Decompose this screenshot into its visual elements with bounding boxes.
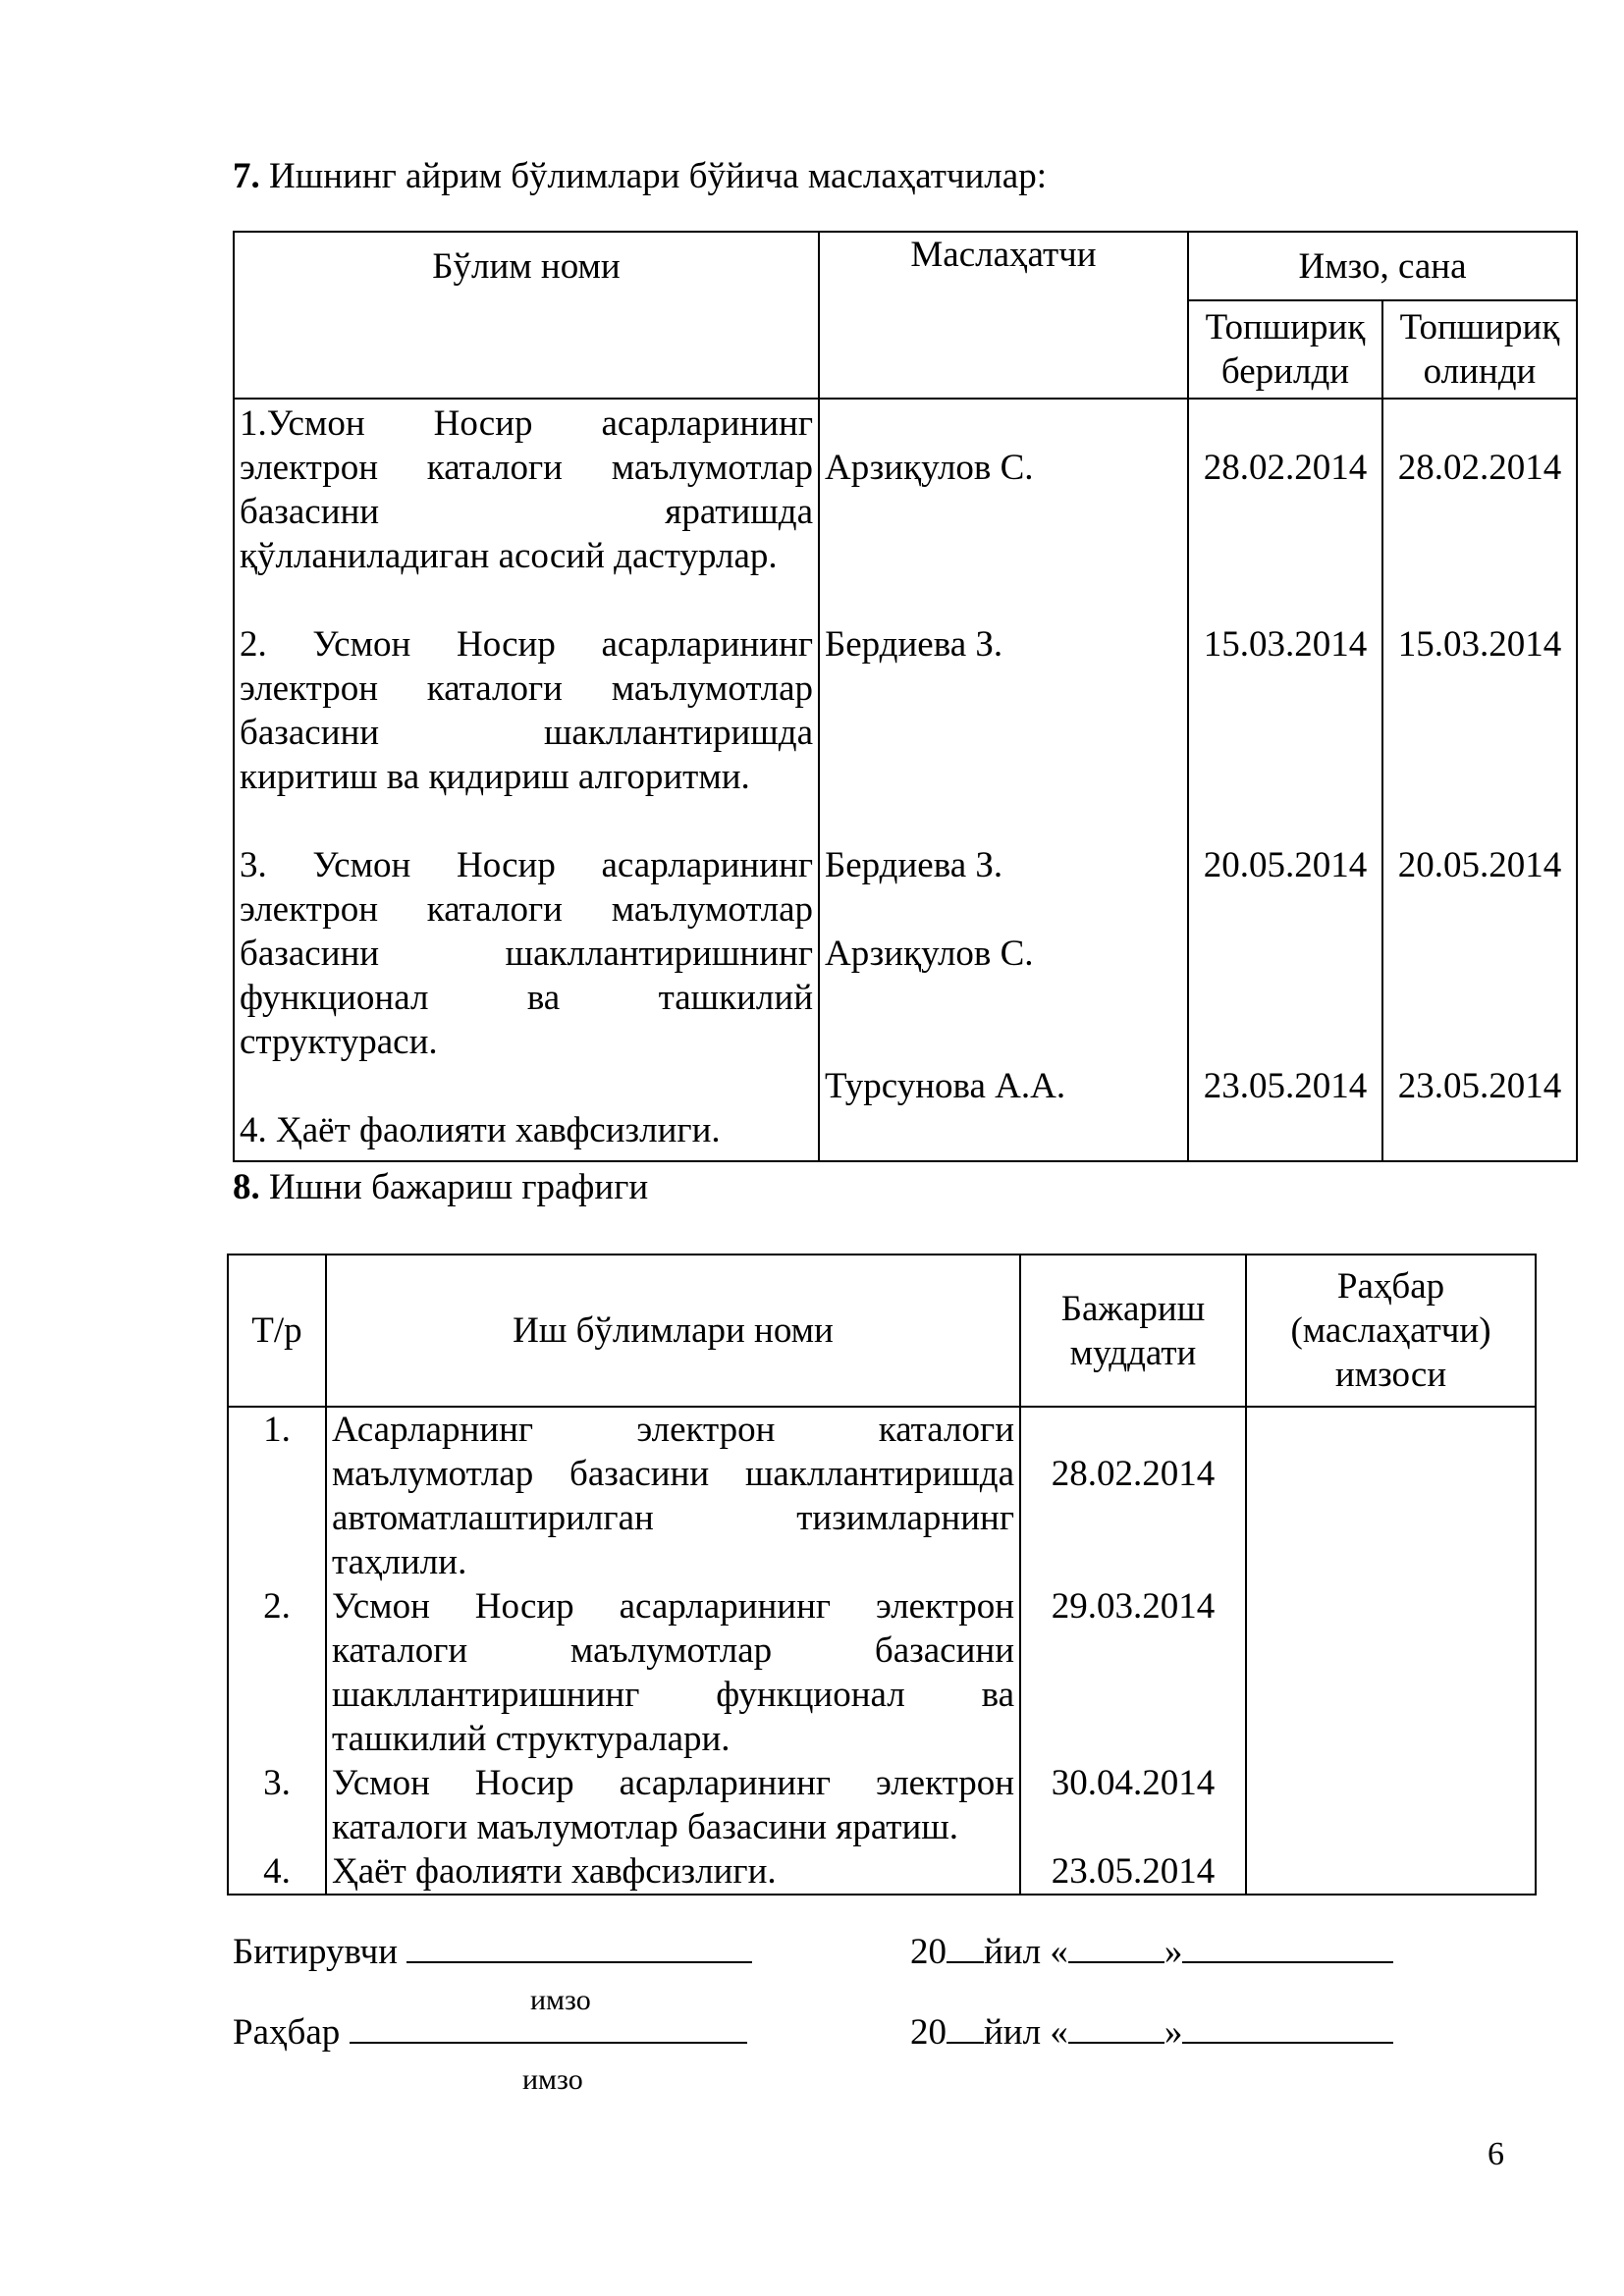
- header-supervisor-signature: Раҳбар (маслаҳатчи) имзоси: [1246, 1255, 1536, 1407]
- graduate-year-word: йил «: [984, 1932, 1068, 1972]
- schedule-num-3: 3.: [263, 1763, 291, 1803]
- schedule-row-1-line: маълумотлар базасини шакллантиришда: [332, 1454, 1014, 1494]
- schedule-num-1: 1.: [263, 1410, 291, 1450]
- graduate-signature-blank: [406, 1930, 752, 1963]
- received-date-row-2: 15.03.2014: [1397, 624, 1562, 665]
- section-row-1-line: электрон каталоги маълумотлар: [240, 448, 813, 488]
- received-dates-cell: [1382, 399, 1577, 1161]
- section-row-1-line: базасини яратишда: [240, 492, 813, 532]
- header-deadline: Бажариш муддати: [1020, 1255, 1246, 1407]
- supervisor-month-blank: [1182, 2010, 1393, 2044]
- consultant-row-1: Арзиқулов С.: [825, 448, 1034, 488]
- section-row-3-line: структураси.: [240, 1022, 438, 1062]
- schedule-num-cell: [228, 1407, 326, 1895]
- schedule-num-4: 4.: [263, 1851, 291, 1892]
- schedule-deadline-1: 28.02.2014: [1051, 1454, 1216, 1494]
- section-row-3: [240, 843, 813, 1064]
- received-date-row-3: 20.05.2014: [1397, 845, 1562, 885]
- schedule-row-2-line: Усмон Носир асарларининг электрон: [332, 1586, 1014, 1627]
- given-date-row-4: 23.05.2014: [1203, 1066, 1368, 1106]
- given-date-row-2: 15.03.2014: [1203, 624, 1368, 665]
- schedule-row-2-line: каталоги маълумотлар базасини: [332, 1630, 1014, 1671]
- section-8-number: 8.: [233, 1167, 260, 1207]
- header-task-received: Топшириқ олинди: [1382, 300, 1577, 399]
- schedule-num-2: 2.: [263, 1586, 291, 1627]
- section-7-heading: [233, 154, 1047, 198]
- section-row-4-line: 4. Ҳаёт фаолияти хавфсизлиги.: [240, 1110, 721, 1150]
- schedule-row-2-line: шакллантиришнинг функционал ва: [332, 1675, 1014, 1715]
- supervisor-signature-line: [233, 2010, 747, 2055]
- schedule-supervisor-signature-cell: [1246, 1407, 1536, 1895]
- graduate-month-blank: [1182, 1930, 1393, 1963]
- received-date-row-4: 23.05.2014: [1397, 1066, 1562, 1106]
- graduate-year-blank: [947, 1930, 984, 1963]
- header-section-name: Бўлим номи: [234, 232, 819, 399]
- given-date-row-1: 28.02.2014: [1203, 448, 1368, 488]
- schedule-deadline-3: 30.04.2014: [1051, 1763, 1216, 1803]
- page-number: 6: [1488, 2136, 1504, 2172]
- header-work-section-name: Иш бўлимлари номи: [326, 1255, 1020, 1407]
- header-consultant: Маслаҳатчи: [819, 232, 1188, 399]
- schedule-deadlines-cell: [1020, 1407, 1246, 1895]
- section-8-heading: [233, 1165, 648, 1209]
- section-row-2-line: электрон каталоги маълумотлар: [240, 668, 813, 709]
- consultant-row-2: Бердиева З.: [825, 624, 1003, 665]
- consultants-table: [233, 231, 1578, 1162]
- supervisor-signature-blank: [350, 2010, 747, 2044]
- consultant-row-3a: Бердиева З.: [825, 845, 1003, 885]
- schedule-deadline-4: 23.05.2014: [1051, 1851, 1216, 1892]
- section-names-cell: [234, 399, 819, 1161]
- schedule-table: [227, 1254, 1537, 1896]
- schedule-row-2-line: ташкилий структуралари.: [332, 1719, 731, 1759]
- schedule-row-4-line: Ҳаёт фаолияти хавфсизлиги.: [332, 1851, 777, 1892]
- section-row-2-line: 2. Усмон Носир асарларининг: [240, 624, 813, 665]
- header-task-given: Топшириқ берилди: [1188, 300, 1382, 399]
- schedule-table-body: [228, 1407, 1536, 1895]
- schedule-deadline-2: 29.03.2014: [1051, 1586, 1216, 1627]
- section-row-2-line: базасини шакллантиришда: [240, 713, 813, 753]
- section-7-number: 7.: [233, 156, 260, 196]
- supervisor-year-prefix: 20: [910, 2012, 947, 2053]
- schedule-names-cell: [326, 1407, 1020, 1895]
- graduate-date-line: [910, 1930, 1393, 1974]
- supervisor-date-line: [910, 2010, 1393, 2055]
- section-row-3-line: базасини шакллантиришнинг: [240, 934, 813, 974]
- section-row-1-line: қўлланиладиган асосий дастурлар.: [240, 536, 778, 576]
- supervisor-quote-close: »: [1164, 2012, 1183, 2053]
- schedule-row-3-line: Усмон Носир асарларининг электрон: [332, 1763, 1014, 1803]
- section-row-3-line: 3. Усмон Носир асарларининг: [240, 845, 813, 885]
- section-row-2: [240, 622, 813, 799]
- consultant-row-3b: Арзиқулов С.: [825, 934, 1034, 974]
- section-row-3-line: функционал ва ташкилий: [240, 978, 813, 1018]
- consultant-row-4: Турсунова А.А.: [825, 1066, 1066, 1106]
- section-row-3-line: электрон каталоги маълумотлар: [240, 889, 813, 930]
- graduate-year-prefix: 20: [910, 1932, 947, 1972]
- schedule-row-1-line: автоматлаштирилган тизимларнинг: [332, 1498, 1014, 1538]
- consultants-table-body: [234, 399, 1577, 1161]
- section-row-1: [240, 401, 813, 578]
- received-date-row-1: 28.02.2014: [1397, 448, 1562, 488]
- supervisor-year-word: йил «: [984, 2012, 1068, 2053]
- supervisor-imzo-caption: имзо: [522, 2063, 583, 2096]
- header-num: Т/р: [228, 1255, 326, 1407]
- section-row-1-line: 1.Усмон Носир асарларининг: [240, 403, 813, 444]
- graduate-day-blank: [1068, 1930, 1164, 1963]
- schedule-row-1-line: Асарларнинг электрон каталоги: [332, 1410, 1014, 1450]
- section-7-title: Ишнинг айрим бўлимлари бўйича маслаҳатчилар:: [269, 156, 1047, 196]
- given-date-row-3: 20.05.2014: [1203, 845, 1368, 885]
- given-dates-cell: [1188, 399, 1382, 1161]
- section-8-title: Ишни бажариш графиги: [269, 1167, 649, 1207]
- supervisor-year-blank: [947, 2010, 984, 2044]
- supervisor-label: Раҳбар: [233, 2012, 341, 2053]
- graduate-label: Битирувчи: [233, 1932, 398, 1972]
- graduate-signature-line: [233, 1930, 752, 1974]
- graduate-imzo-caption: имзо: [530, 1984, 591, 2016]
- schedule-row-1-line: таҳлили.: [332, 1542, 467, 1582]
- section-row-4: [240, 1108, 813, 1152]
- supervisor-day-blank: [1068, 2010, 1164, 2044]
- section-row-2-line: киритиш ва қидириш алгоритми.: [240, 757, 750, 797]
- schedule-row-3-line: каталоги маълумотлар базасини яратиш.: [332, 1807, 958, 1847]
- consultants-cell: [819, 399, 1188, 1161]
- header-signature-date: Имзо, сана: [1188, 232, 1577, 300]
- graduate-quote-close: »: [1164, 1932, 1183, 1972]
